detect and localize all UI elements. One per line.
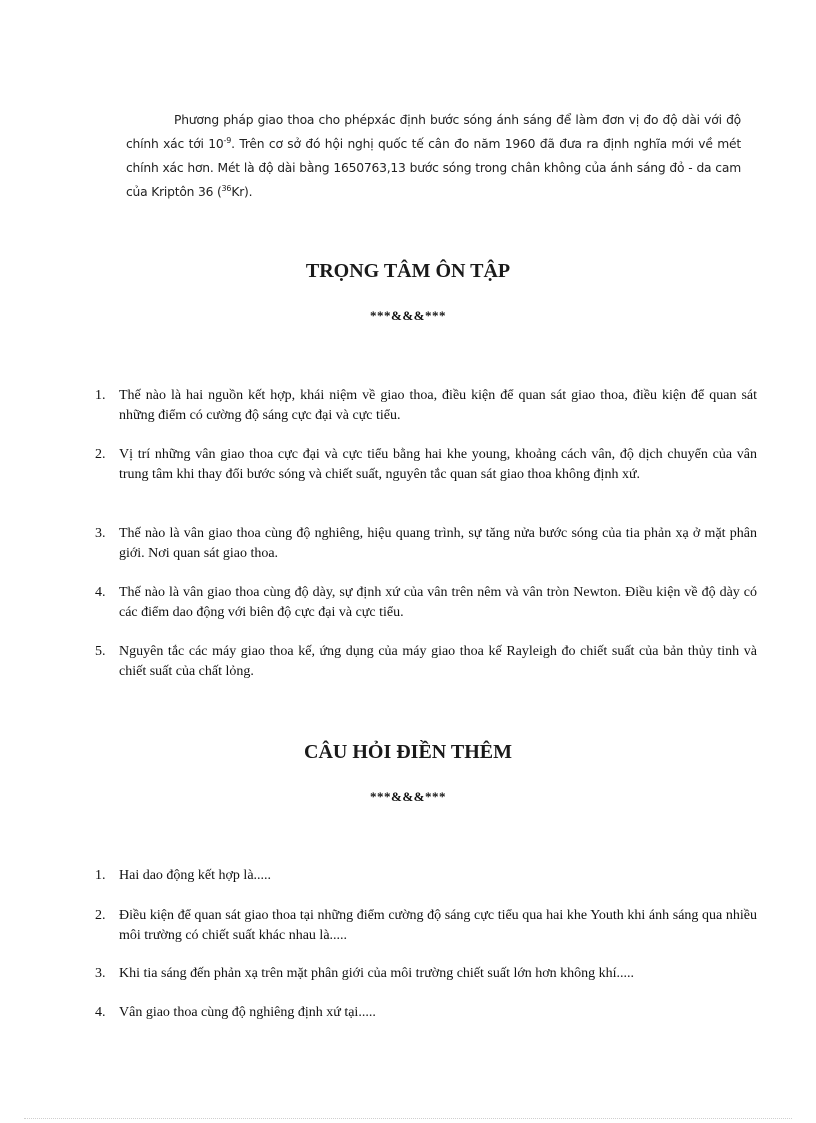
section-divider-review: ***&&&***	[370, 308, 446, 323]
section-divider-fill-in: ***&&&***	[370, 789, 446, 804]
section-title-fill-in: CÂU HỎI ĐIỀN THÊM	[304, 741, 512, 763]
item-text: Thế nào là vân giao thoa cùng độ dày, sự định xứ của vân trên nêm và vân tròn Newton. Điều kiện về độ dày có các điểm dao động với biên độ cực đại và cực tiểu.	[119, 585, 757, 620]
item-number: 5.	[95, 644, 106, 659]
review-item	[95, 583, 757, 622]
review-item	[95, 445, 757, 484]
section-title-review: TRỌNG TÂM ÔN TẬP	[305, 260, 511, 282]
item-text: Hai dao động kết hợp là.....	[119, 868, 272, 883]
intro-text-b: . Trên cơ sở đó hội nghị quốc tế cân đo năm 1960 đã đưa ra định nghĩa mới về mét chính xác hơn. Mét là độ dài bằng 1650763,13 bước sóng trong chân không của ánh sáng đỏ - da cam của Kriptôn 36 (	[126, 137, 741, 199]
page-bottom-divider	[24, 1118, 792, 1119]
intro-paragraph	[126, 108, 741, 204]
fill-in-item	[95, 964, 634, 984]
item-number: 4.	[95, 1005, 106, 1020]
fill-in-item	[95, 906, 757, 945]
fill-in-item	[95, 866, 271, 886]
item-text: Điều kiện để quan sát giao thoa tại những điểm cường độ sáng cực tiểu qua hai khe Youth khi ánh sáng qua nhiều môi trường có chiết suất khác nhau là.....	[119, 908, 757, 943]
item-number: 1.	[95, 388, 106, 403]
item-text: Vị trí những vân giao thoa cực đại và cực tiểu bằng hai khe young, khoảng cách vân, độ dịch chuyển của vân trung tâm khi thay đổi bước sóng và chiết suất, nguyên tắc quan sát giao thoa không định xứ.	[119, 447, 757, 482]
intro-text-a: Phương pháp giao thoa cho phépxác định bước sóng ánh sáng để làm đơn vị đo độ dài với độ chính xác tới 10	[126, 113, 741, 151]
item-text: Thế nào là vân giao thoa cùng độ nghiêng, hiệu quang trình, sự tăng nửa bước sóng của tia phản xạ ở mặt phân giới. Nơi quan sát giao thoa.	[119, 526, 757, 561]
fill-in-item	[95, 1003, 376, 1023]
item-number: 3.	[95, 526, 106, 541]
review-item	[95, 642, 757, 681]
intro-isotope-mass: 36	[221, 183, 232, 193]
item-number: 3.	[95, 966, 106, 981]
item-number: 4.	[95, 585, 106, 600]
intro-exponent: -9	[223, 135, 232, 145]
item-text: Khi tia sáng đến phản xạ trên mặt phân giới của môi trường chiết suất lớn hơn không khí.....	[119, 966, 635, 981]
intro-text-c: Kr).	[231, 185, 253, 199]
item-number: 1.	[95, 868, 106, 883]
item-text: Nguyên tắc các máy giao thoa kế, ứng dụng của máy giao thoa kế Rayleigh đo chiết suất của bản thủy tinh và chiết suất của chất lỏng.	[119, 644, 757, 679]
item-text: Thế nào là hai nguồn kết hợp, khái niệm về giao thoa, điều kiện để quan sát giao thoa, điều kiện để quan sát những điểm có cường độ sáng cực đại và cực tiểu.	[119, 388, 757, 423]
item-number: 2.	[95, 447, 106, 462]
review-item	[95, 386, 757, 425]
review-item	[95, 524, 757, 563]
item-text: Vân giao thoa cùng độ nghiêng định xứ tại.....	[119, 1005, 376, 1020]
item-number: 2.	[95, 908, 106, 923]
